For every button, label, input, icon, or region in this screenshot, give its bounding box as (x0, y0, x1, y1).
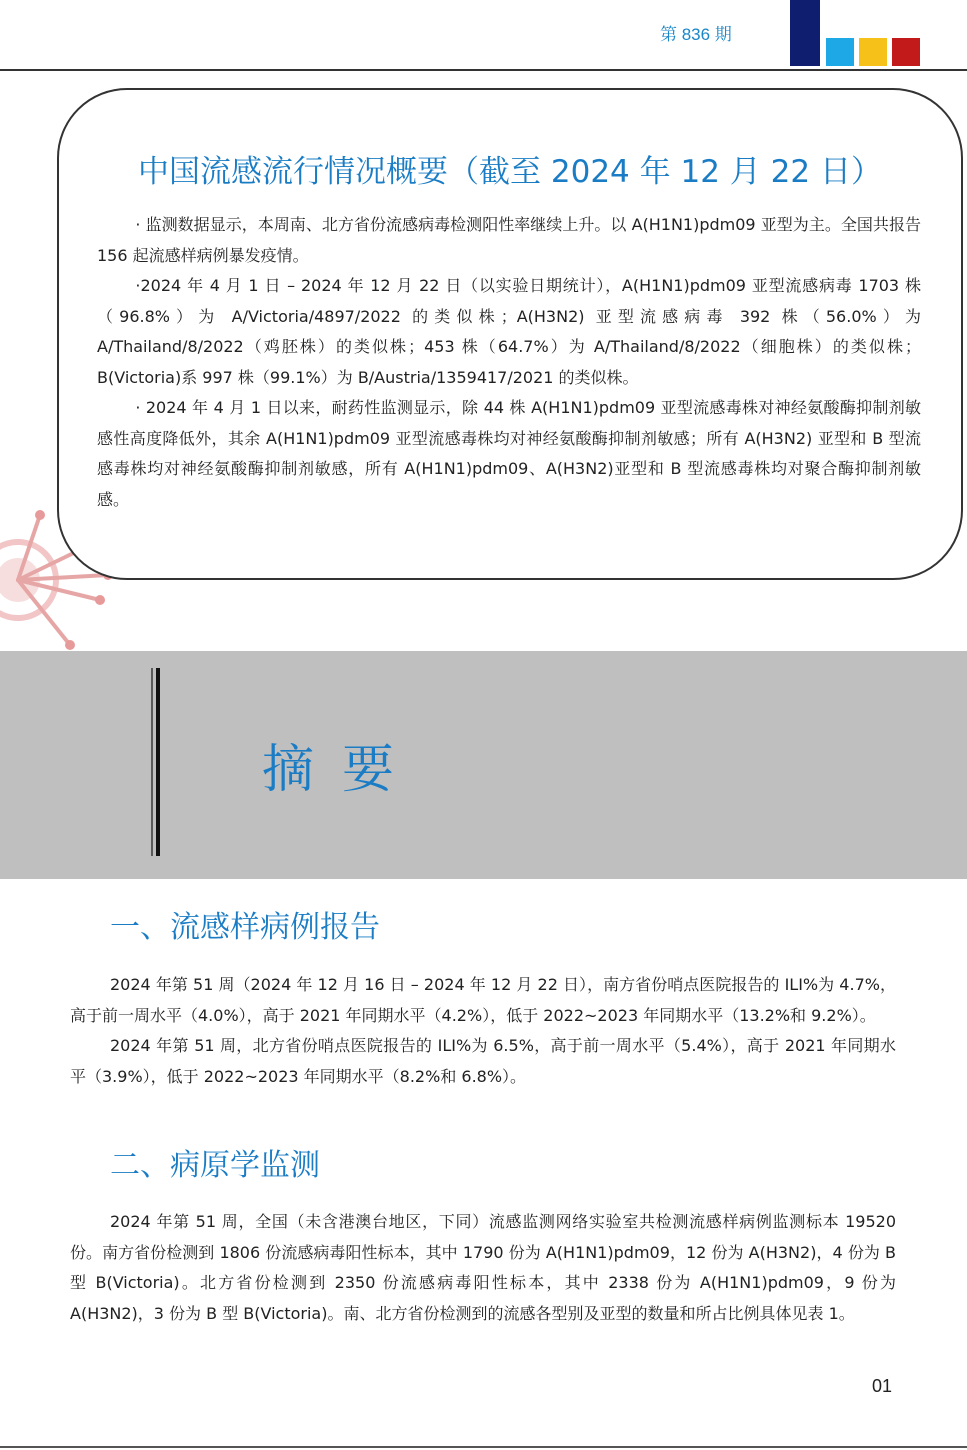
footer-divider (0, 1446, 967, 1448)
section-body-ili (70, 970, 896, 1092)
logo-bar-cyan (826, 38, 854, 66)
logo-bar-navy (790, 0, 820, 66)
abstract-band (0, 651, 967, 879)
summary-title: 中国流感流行情况概要（截至 2024 年 12 月 22 日） (138, 154, 882, 190)
band-accent-line (156, 668, 160, 856)
issue-number: 第 836 期 (660, 25, 732, 44)
summary-paragraph: · 2024 年 4 月 1 日以来，耐药性监测显示，除 44 株 A(H1N1)pdm09 亚型流感毒株对神经氨酸酶抑制剂敏感性高度降低外，其余 A(H1N1)pdm09 亚型流感毒株均对神经氨酸酶抑制剂敏感；所有 A(H3N2) 亚型和 B 型流感毒株均对神经氨酸酶抑制剂敏感，所有 A(H1N1)pdm09、A(H3N2)亚型和 B 型流感毒株均对聚合酶抑制剂敏感。 (97, 398, 921, 509)
section-body-pathogen (70, 1207, 896, 1329)
logo-bar-red (892, 38, 920, 66)
body-paragraph: 2024 年第 51 周，北方省份哨点医院报告的 ILI%为 6.5%，高于前一周水平（5.4%），高于 2021 年同期水平（3.9%），低于 2022~2023 年同期水平（8.2%和 6.8%）。 (70, 1036, 896, 1086)
summary-box (57, 88, 963, 580)
page-number: 01 (872, 1376, 893, 1396)
section-heading-pathogen: 二、病原学监测 (110, 1148, 320, 1183)
summary-paragraph: ·2024 年 4 月 1 日 – 2024 年 12 月 22 日（以实验日期统计），A(H1N1)pdm09 亚型流感病毒 1703 株（96.8%）为 A/Victoria/4897/2022 的类似株；A(H3N2) 亚型流感病毒 392 株（56.0%）为 A/Thailand/8/2022（鸡胚株）的类似株；453 株（64.7%）为 A/Thailand/8/2022（细胞株）的类似株；B(Victoria)系 997 株（99.1%）为 B/Austria/1359417/2021 的类似株。 (97, 276, 921, 387)
logo-bar-yellow (859, 38, 887, 66)
summary-body (97, 210, 921, 515)
header-divider (0, 69, 967, 71)
abstract-title: 摘要 (262, 740, 423, 800)
page-header (0, 0, 967, 70)
band-accent-line (151, 668, 153, 856)
body-paragraph: 2024 年第 51 周，全国（未含港澳台地区，下同）流感监测网络实验室共检测流感样病例监测标本 19520 份。南方省份检测到 1806 份流感病毒阳性标本，其中 1790 份为 A(H1N1)pdm09，12 份为 A(H3N2)，4 份为 B 型 B(Victoria)。北方省份检测到 2350 份流感病毒阳性标本，其中 2338 份为 A(H1N1)pdm09，9 份为 A(H3N2)，3 份为 B 型 B(Victoria)。南、北方省份检测到的流感各型别及亚型的数量和所占比例具体见表 1。 (70, 1212, 896, 1323)
summary-paragraph: · 监测数据显示，本周南、北方省份流感病毒检测阳性率继续上升。以 A(H1N1)pdm09 亚型为主。全国共报告 156 起流感样病例暴发疫情。 (97, 215, 921, 265)
section-heading-ili: 一、流感样病例报告 (110, 910, 380, 945)
body-paragraph: 2024 年第 51 周（2024 年 12 月 16 日 – 2024 年 12 月 22 日），南方省份哨点医院报告的 ILI%为 4.7%，高于前一周水平（4.0%），高于 2021 年同期水平（4.2%），低于 2022~2023 年同期水平（13.2%和 9.2%）。 (70, 975, 896, 1025)
